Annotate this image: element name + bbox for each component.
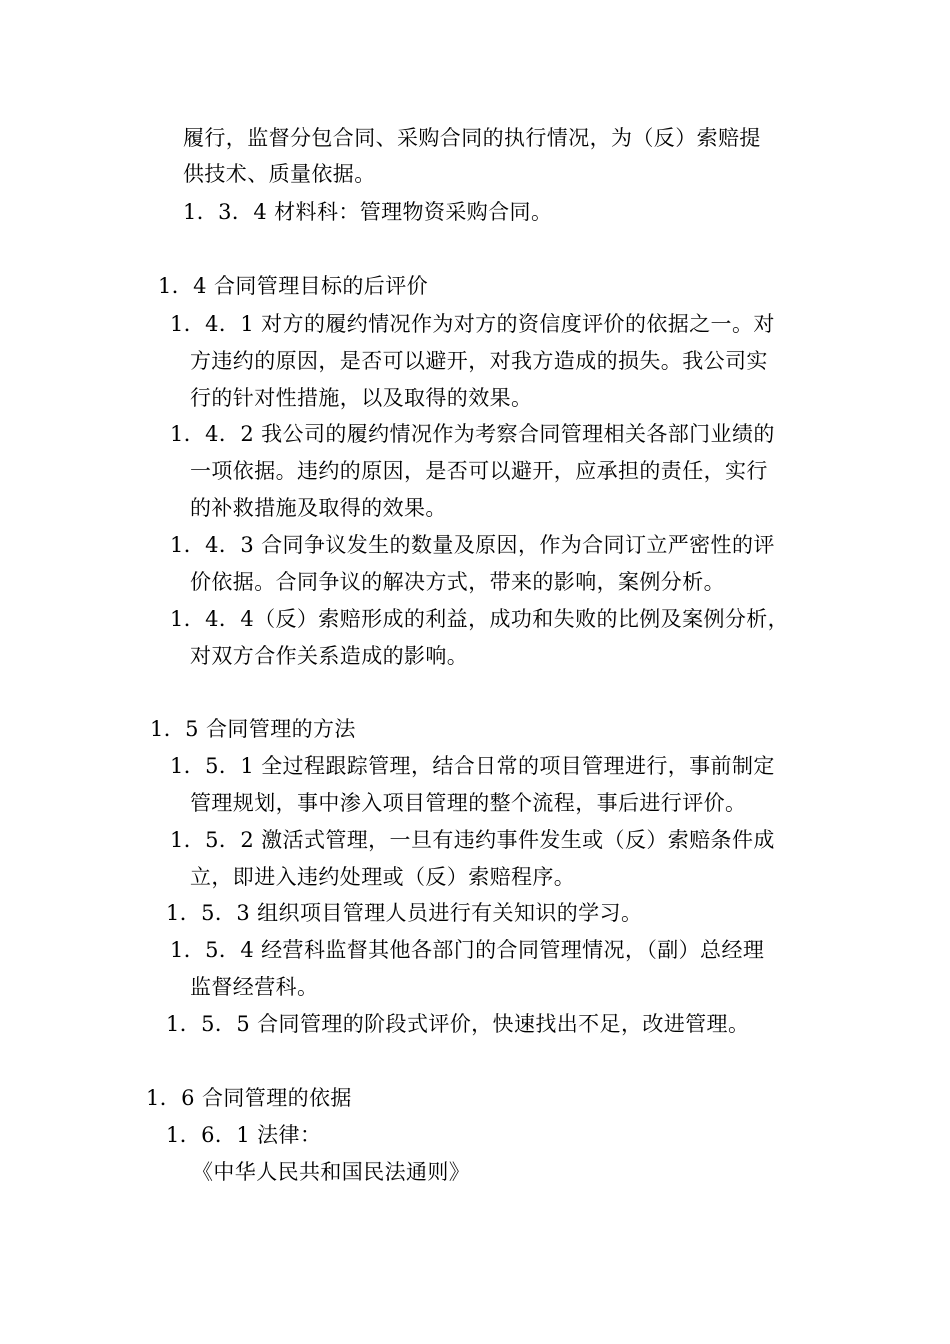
section-1-5-3: 1．5．3 组织项目管理人员进行有关知识的学习。 (166, 901, 643, 925)
section-1-5-5: 1．5．5 合同管理的阶段式评价，快速找出不足，改进管理。 (166, 1012, 750, 1036)
paragraph-line: 监督经营科。 (190, 975, 319, 999)
heading-1-6: 1．6 合同管理的依据 (146, 1086, 352, 1110)
section-1-4-3: 1．4．3 合同争议发生的数量及原因，作为合同订立严密性的评 (170, 533, 775, 557)
heading-1-4: 1．4 合同管理目标的后评价 (158, 274, 428, 298)
law-title: 《中华人民共和国民法通则》 (192, 1160, 471, 1184)
paragraph-line: 一项依据。违约的原因，是否可以避开，应承担的责任，实行 (190, 459, 768, 483)
heading-1-5: 1．5 合同管理的方法 (150, 717, 356, 741)
section-1-4-1: 1．4．1 对方的履约情况作为对方的资信度评价的依据之一。对 (170, 312, 775, 336)
paragraph-line: 管理规划，事中渗入项目管理的整个流程，事后进行评价。 (190, 791, 747, 815)
paragraph-line: 行的针对性措施，以及取得的效果。 (190, 386, 533, 410)
section-1-3-4: 1．3．4 材料科：管理物资采购合同。 (183, 200, 553, 224)
paragraph-line: 方违约的原因，是否可以避开，对我方造成的损失。我公司实 (190, 349, 768, 373)
paragraph-line: 供技术、质量依据。 (183, 162, 376, 186)
section-1-4-4: 1．4．4（反）索赔形成的利益，成功和失败的比例及案例分析， (170, 607, 790, 631)
section-1-5-2: 1．5．2 激活式管理，一旦有违约事件发生或（反）索赔条件成 (170, 828, 775, 852)
paragraph-line: 价依据。合同争议的解决方式，带来的影响，案例分析。 (190, 570, 725, 594)
section-1-6-1: 1．6．1 法律： (166, 1123, 322, 1147)
paragraph-line: 立，即进入违约处理或（反）索赔程序。 (190, 865, 576, 889)
paragraph-line: 履行，监督分包合同、采购合同的执行情况，为（反）索赔提 (183, 126, 761, 150)
section-1-5-4: 1．5．4 经营科监督其他各部门的合同管理情况，（副）总经理 (170, 938, 765, 962)
section-1-4-2: 1．4．2 我公司的履约情况作为考察合同管理相关各部门业绩的 (170, 422, 775, 446)
paragraph-line: 的补救措施及取得的效果。 (190, 496, 447, 520)
paragraph-line: 对双方合作关系造成的影响。 (190, 644, 469, 668)
section-1-5-1: 1．5．1 全过程跟踪管理，结合日常的项目管理进行，事前制定 (170, 754, 775, 778)
